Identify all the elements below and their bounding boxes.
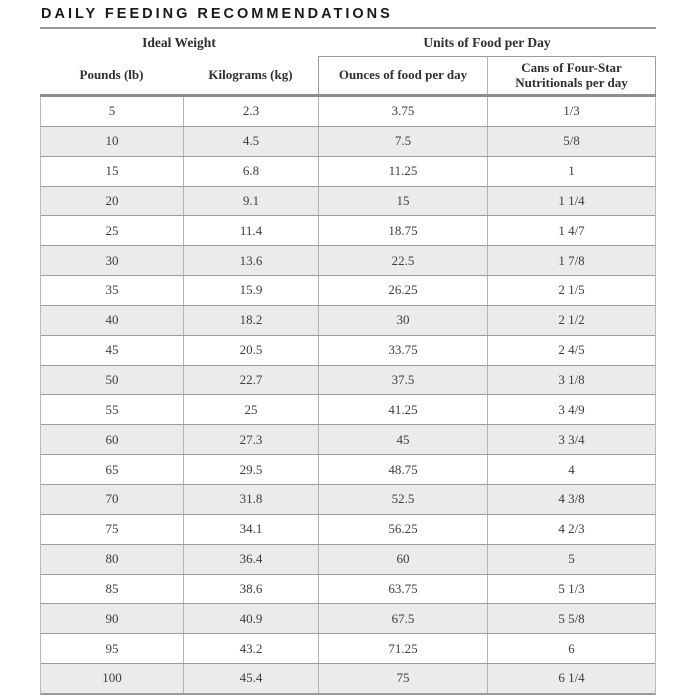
- table-row: [41, 604, 655, 634]
- cell-cans: 5: [487, 545, 655, 574]
- page: [40, 0, 656, 695]
- cell-kilograms: 36.4: [183, 545, 318, 574]
- cell-pounds: 25: [105, 222, 119, 238]
- table-row: [41, 545, 655, 575]
- cell-pounds: 85: [105, 580, 119, 596]
- table-row: [41, 455, 655, 485]
- cell-cans: 2 4/5: [487, 336, 655, 365]
- cell-ounces: 60: [318, 545, 487, 574]
- table-row: [41, 485, 655, 515]
- group-header-row: [40, 29, 656, 56]
- cell-pounds: 5: [108, 103, 116, 119]
- cell-cans: 5 1/3: [487, 575, 655, 604]
- cell-pounds: 35: [105, 282, 119, 298]
- cell-cans: 4 2/3: [487, 515, 655, 544]
- cell-kilograms: 2.3: [183, 97, 318, 126]
- group-header-units-of-food: Units of Food per Day: [423, 34, 551, 50]
- group-header-ideal-weight: Ideal Weight: [142, 34, 216, 50]
- cell-kilograms: 15.9: [183, 276, 318, 305]
- column-header-kilograms: Kilograms (kg): [208, 66, 293, 82]
- cell-kilograms: 13.6: [183, 246, 318, 275]
- cell-kilograms: 40.9: [183, 604, 318, 633]
- cell-kilograms: 20.5: [183, 336, 318, 365]
- table-row: [41, 157, 655, 187]
- cell-pounds: 50: [105, 372, 119, 388]
- cell-ounces: 18.75: [318, 216, 487, 245]
- cell-ounces: 45: [318, 425, 487, 454]
- cell-ounces: 48.75: [318, 455, 487, 484]
- table-row: [41, 97, 655, 127]
- cell-kilograms: 18.2: [183, 306, 318, 335]
- table-body: [40, 97, 656, 695]
- cell-pounds: 45: [105, 342, 119, 358]
- table-row: [41, 425, 655, 455]
- cell-kilograms: 11.4: [183, 216, 318, 245]
- cell-ounces: 63.75: [318, 575, 487, 604]
- cell-ounces: 30: [318, 306, 487, 335]
- cell-cans: 3 1/8: [487, 366, 655, 395]
- table-row: [41, 515, 655, 545]
- cell-pounds: 30: [105, 252, 119, 268]
- cell-pounds: 65: [105, 461, 119, 477]
- cell-pounds: 10: [105, 133, 119, 149]
- cell-pounds: 55: [105, 401, 119, 417]
- cell-ounces: 71.25: [318, 634, 487, 663]
- column-header-pounds: Pounds (lb): [79, 66, 144, 82]
- cell-ounces: 52.5: [318, 485, 487, 514]
- cell-ounces: 22.5: [318, 246, 487, 275]
- cell-kilograms: 4.5: [183, 127, 318, 156]
- cell-pounds: 60: [105, 431, 119, 447]
- cell-kilograms: 25: [183, 395, 318, 424]
- cell-cans: 3 4/9: [487, 395, 655, 424]
- cell-pounds: 90: [105, 610, 119, 626]
- cell-cans: 5/8: [487, 127, 655, 156]
- cell-kilograms: 22.7: [183, 366, 318, 395]
- cell-ounces: 75: [318, 664, 487, 693]
- cell-cans: 6 1/4: [487, 664, 655, 693]
- cell-kilograms: 9.1: [183, 187, 318, 216]
- column-header-row: [40, 56, 656, 94]
- cell-pounds: 95: [105, 640, 119, 656]
- table-row: [41, 276, 655, 306]
- cell-cans: 3 3/4: [487, 425, 655, 454]
- cell-kilograms: 43.2: [183, 634, 318, 663]
- cell-cans: 5 5/8: [487, 604, 655, 633]
- cell-ounces: 33.75: [318, 336, 487, 365]
- table-row: [41, 187, 655, 217]
- cell-pounds: 40: [105, 312, 119, 328]
- column-header-ounces: Ounces of food per day: [318, 56, 487, 94]
- cell-ounces: 26.25: [318, 276, 487, 305]
- cell-cans: 1 7/8: [487, 246, 655, 275]
- cell-kilograms: 45.4: [183, 664, 318, 693]
- cell-ounces: 7.5: [318, 127, 487, 156]
- table-row: [41, 127, 655, 157]
- cell-cans: 6: [487, 634, 655, 663]
- cell-pounds: 80: [105, 551, 119, 567]
- table-row: [41, 395, 655, 425]
- cell-kilograms: 31.8: [183, 485, 318, 514]
- cell-pounds: 100: [102, 670, 122, 686]
- cell-pounds: 15: [105, 163, 119, 179]
- cell-kilograms: 29.5: [183, 455, 318, 484]
- cell-pounds: 75: [105, 521, 119, 537]
- cell-kilograms: 34.1: [183, 515, 318, 544]
- cell-ounces: 37.5: [318, 366, 487, 395]
- cell-kilograms: 27.3: [183, 425, 318, 454]
- cell-cans: 1/3: [487, 97, 655, 126]
- table-row: [41, 575, 655, 605]
- table-row: [41, 336, 655, 366]
- cell-pounds: 20: [105, 192, 119, 208]
- table-row: [41, 366, 655, 396]
- feeding-table: [40, 29, 656, 695]
- cell-cans: 4: [487, 455, 655, 484]
- table-row: [41, 246, 655, 276]
- cell-cans: 1 4/7: [487, 216, 655, 245]
- cell-ounces: 41.25: [318, 395, 487, 424]
- cell-ounces: 67.5: [318, 604, 487, 633]
- page-title: DAILY FEEDING RECOMMENDATIONS: [40, 3, 656, 29]
- cell-cans: 4 3/8: [487, 485, 655, 514]
- table-row: [41, 664, 655, 694]
- column-header-cans: Cans of Four-Star Nutritionals per day: [487, 56, 656, 94]
- cell-kilograms: 6.8: [183, 157, 318, 186]
- cell-cans: 2 1/5: [487, 276, 655, 305]
- cell-cans: 1 1/4: [487, 187, 655, 216]
- cell-cans: 2 1/2: [487, 306, 655, 335]
- cell-ounces: 15: [318, 187, 487, 216]
- table-row: [41, 634, 655, 664]
- cell-ounces: 11.25: [318, 157, 487, 186]
- cell-pounds: 70: [105, 491, 119, 507]
- cell-kilograms: 38.6: [183, 575, 318, 604]
- table-row: [41, 306, 655, 336]
- table-row: [41, 216, 655, 246]
- cell-cans: 1: [487, 157, 655, 186]
- cell-ounces: 56.25: [318, 515, 487, 544]
- cell-ounces: 3.75: [318, 97, 487, 126]
